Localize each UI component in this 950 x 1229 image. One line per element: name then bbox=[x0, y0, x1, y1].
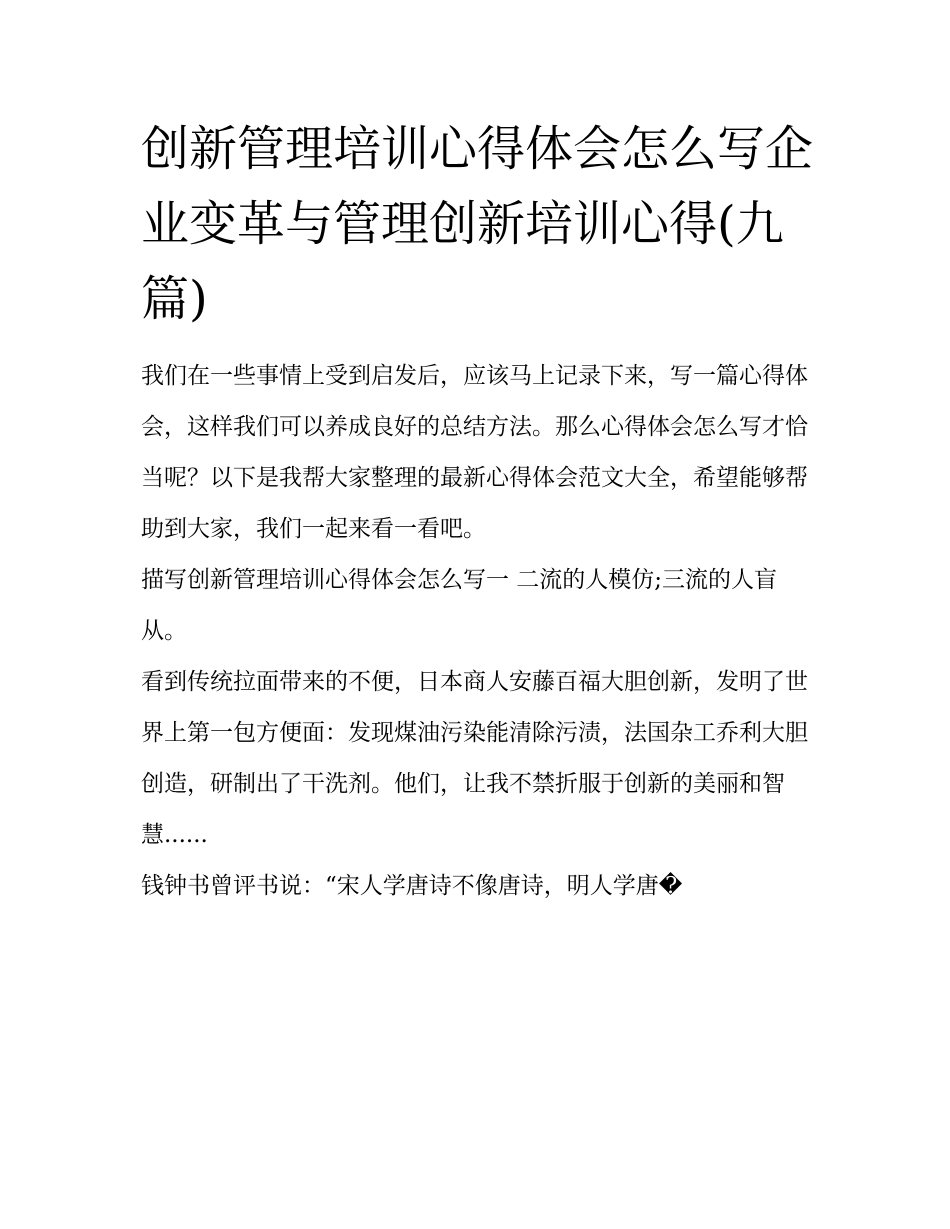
document-body bbox=[141, 112, 816, 912]
document-title: 创新管理培训心得体会怎么写企业变革与管理创新培训心得(九篇) bbox=[141, 121, 814, 327]
intro-paragraph: 我们在一些事情上受到启发后，应该马上记录下来，写一篇心得体会，这样我们可以养成良好的总结方法。那么心得体会怎么写才恰当呢？以下是我帮大家整理的最新心得体会范文大全，希望能够帮助到大家，我们一起来看一看吧。 bbox=[141, 363, 808, 542]
quote-paragraph: 钱钟书曾评书说：“宋人学唐诗不像唐诗，明人学唐� bbox=[141, 873, 683, 899]
innovation-examples-paragraph: 看到传统拉面带来的不便，日本商人安藤百福大胆创新，发明了世界上第一包方便面：发现煤油污染能清除污渍，法国杂工乔利大胆创造，研制出了干洗剂。他们，让我不禁折服于创新的美丽和智慧...... bbox=[141, 669, 808, 848]
section-one-paragraph: 描写创新管理培训心得体会怎么写一 二流的人模仿;三流的人盲从。 bbox=[141, 567, 778, 644]
